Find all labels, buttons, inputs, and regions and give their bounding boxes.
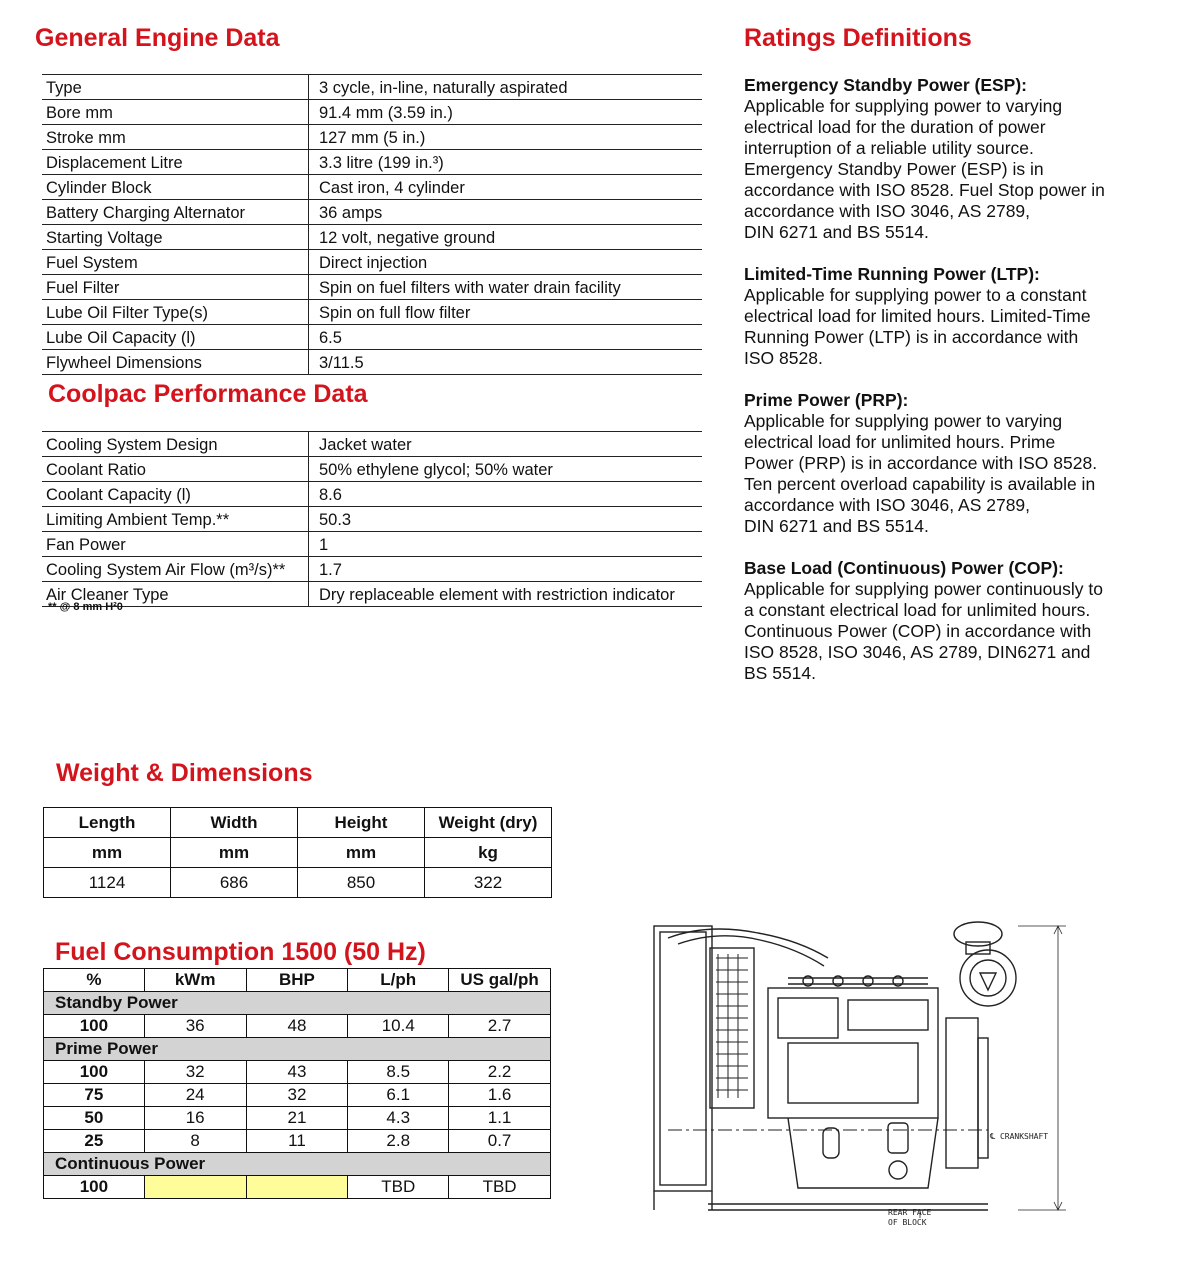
column-header: kWm bbox=[144, 969, 246, 992]
table-cell: 850 bbox=[298, 868, 425, 898]
spec-label: Coolant Ratio bbox=[42, 457, 309, 482]
table-row bbox=[42, 200, 702, 225]
table-cell: 21 bbox=[246, 1107, 348, 1130]
table-cell: Width bbox=[171, 808, 298, 838]
coolant-hose bbox=[668, 929, 828, 958]
table-cell: 32 bbox=[144, 1061, 246, 1084]
ratings-definitions-title: Ratings Definitions bbox=[744, 24, 972, 52]
table-cell: 1.1 bbox=[449, 1107, 551, 1130]
table-row bbox=[42, 300, 702, 325]
spec-value: 8.6 bbox=[309, 482, 703, 507]
spec-label: Coolant Capacity (l) bbox=[42, 482, 309, 507]
fuel-consumption-table bbox=[43, 968, 551, 1199]
spec-label: Cooling System Design bbox=[42, 432, 309, 457]
table-row bbox=[42, 457, 702, 482]
fuel-consumption-title: Fuel Consumption 1500 (50 Hz) bbox=[55, 938, 426, 966]
table-row bbox=[42, 275, 702, 300]
table-row bbox=[44, 1130, 551, 1153]
oil-filter bbox=[823, 1128, 839, 1158]
column-header: L/ph bbox=[348, 969, 449, 992]
spec-value: 12 volt, negative ground bbox=[309, 225, 703, 250]
spec-value: 1 bbox=[309, 532, 703, 557]
spec-value: 91.4 mm (3.59 in.) bbox=[309, 100, 703, 125]
general-engine-data-title: General Engine Data bbox=[35, 24, 280, 52]
table-cell: 1124 bbox=[44, 868, 171, 898]
table-row bbox=[44, 868, 552, 898]
spec-value: 3 cycle, in-line, naturally aspirated bbox=[309, 75, 703, 100]
table-row bbox=[42, 350, 702, 375]
table-cell: mm bbox=[171, 838, 298, 868]
column-header: BHP bbox=[246, 969, 348, 992]
table-cell: 36 bbox=[144, 1015, 246, 1038]
coolpac-performance-table bbox=[42, 431, 702, 607]
table-row bbox=[42, 250, 702, 275]
oil-pan bbox=[788, 1118, 938, 1188]
table-cell: 686 bbox=[171, 868, 298, 898]
spec-label: Type bbox=[42, 75, 309, 100]
fan-guard bbox=[710, 948, 754, 1108]
spec-value: 127 mm (5 in.) bbox=[309, 125, 703, 150]
spec-value: 3.3 litre (199 in.³) bbox=[309, 150, 703, 175]
spec-value: Jacket water bbox=[309, 432, 703, 457]
table-cell: 50 bbox=[44, 1107, 145, 1130]
table-row bbox=[42, 507, 702, 532]
spec-label: Cylinder Block bbox=[42, 175, 309, 200]
section-label: Continuous Power bbox=[44, 1153, 551, 1176]
table-cell bbox=[246, 1176, 348, 1199]
coolpac-footnote: ** @ 8 mm H²0 bbox=[48, 601, 123, 613]
table-row bbox=[42, 325, 702, 350]
table-row bbox=[42, 125, 702, 150]
table-cell: 16 bbox=[144, 1107, 246, 1130]
rating-title: Base Load (Continuous) Power (COP): bbox=[744, 558, 1064, 578]
section-row bbox=[44, 1153, 551, 1176]
rating-text: Applicable for supplying power to varying electrical load for unlimited hours. Prime Power (PRP) is in accordance with ISO 8528. Ten percent overload capability is available in accordance with ISO 3046, AS 2789, DIN 6271 and BS 5514. bbox=[744, 411, 1098, 536]
table-cell: 8 bbox=[144, 1130, 246, 1153]
table-cell: TBD bbox=[449, 1176, 551, 1199]
table-cell: 2.2 bbox=[449, 1061, 551, 1084]
spec-value: Spin on full flow filter bbox=[309, 300, 703, 325]
table-row bbox=[44, 1084, 551, 1107]
spec-value: 1.7 bbox=[309, 557, 703, 582]
rating-definition bbox=[744, 264, 1164, 369]
table-row bbox=[42, 75, 702, 100]
table-cell: 24 bbox=[144, 1084, 246, 1107]
table-row bbox=[44, 1061, 551, 1084]
table-cell: 48 bbox=[246, 1015, 348, 1038]
table-row bbox=[42, 100, 702, 125]
table-cell: 6.1 bbox=[348, 1084, 449, 1107]
spec-value: 6.5 bbox=[309, 325, 703, 350]
ratings-definitions bbox=[744, 75, 1164, 705]
engine-side-view-drawing bbox=[648, 918, 1066, 1230]
spec-value: Spin on fuel filters with water drain facility bbox=[309, 275, 703, 300]
table-row bbox=[42, 432, 702, 457]
table-cell: 322 bbox=[425, 868, 552, 898]
column-header: US gal/ph bbox=[449, 969, 551, 992]
fuel-header-row bbox=[44, 969, 551, 992]
table-row bbox=[42, 557, 702, 582]
weight-dimensions-table bbox=[43, 807, 552, 898]
spec-label: Fuel System bbox=[42, 250, 309, 275]
section-row bbox=[44, 1038, 551, 1061]
spec-label: Lube Oil Filter Type(s) bbox=[42, 300, 309, 325]
spec-label: Starting Voltage bbox=[42, 225, 309, 250]
spec-label: Stroke mm bbox=[42, 125, 309, 150]
coolpac-performance-title: Coolpac Performance Data bbox=[48, 380, 368, 408]
radiator-frame bbox=[654, 926, 712, 1191]
table-cell: 8.5 bbox=[348, 1061, 449, 1084]
table-cell: Length bbox=[44, 808, 171, 838]
alternator bbox=[960, 950, 1016, 1006]
spec-label: Battery Charging Alternator bbox=[42, 200, 309, 225]
table-row bbox=[42, 225, 702, 250]
spec-value: 50% ethylene glycol; 50% water bbox=[309, 457, 703, 482]
rating-title: Limited-Time Running Power (LTP): bbox=[744, 264, 1040, 284]
table-cell: 0.7 bbox=[449, 1130, 551, 1153]
spec-label: Flywheel Dimensions bbox=[42, 350, 309, 375]
table-cell: 1.6 bbox=[449, 1084, 551, 1107]
section-label: Standby Power bbox=[44, 992, 551, 1015]
spec-value: Dry replaceable element with restriction indicator bbox=[309, 582, 703, 607]
table-row bbox=[42, 482, 702, 507]
rear-face-label-line2: OF BLOCK bbox=[888, 1218, 927, 1227]
general-engine-data-table bbox=[42, 74, 702, 375]
spec-label: Lube Oil Capacity (l) bbox=[42, 325, 309, 350]
table-cell: 4.3 bbox=[348, 1107, 449, 1130]
table-cell: 75 bbox=[44, 1084, 145, 1107]
spec-value: 50.3 bbox=[309, 507, 703, 532]
table-cell: 10.4 bbox=[348, 1015, 449, 1038]
table-row bbox=[44, 1015, 551, 1038]
table-cell: Weight (dry) bbox=[425, 808, 552, 838]
column-header: % bbox=[44, 969, 145, 992]
table-cell: 25 bbox=[44, 1130, 145, 1153]
rating-definition bbox=[744, 390, 1164, 537]
table-cell: mm bbox=[298, 838, 425, 868]
rating-text: Applicable for supplying power to varying electrical load for the duration of power interruption of a reliable utility source. Emergency Standby Power (ESP) is in accordance with ISO 8528. Fuel Stop power in accordance with ISO 3046, AS 2789, DIN 6271 and BS 5514. bbox=[744, 96, 1105, 242]
spec-label: Fan Power bbox=[42, 532, 309, 557]
table-cell: mm bbox=[44, 838, 171, 868]
table-cell: Height bbox=[298, 808, 425, 838]
table-cell: 100 bbox=[44, 1015, 145, 1038]
spec-label: Displacement Litre bbox=[42, 150, 309, 175]
table-cell: 11 bbox=[246, 1130, 348, 1153]
table-cell: 100 bbox=[44, 1061, 145, 1084]
table-cell: TBD bbox=[348, 1176, 449, 1199]
table-row bbox=[42, 582, 702, 607]
rating-title: Prime Power (PRP): bbox=[744, 390, 909, 410]
table-cell: 2.7 bbox=[449, 1015, 551, 1038]
table-row bbox=[44, 838, 552, 868]
table-cell bbox=[144, 1176, 246, 1199]
spec-label: Bore mm bbox=[42, 100, 309, 125]
spec-value: 3/11.5 bbox=[309, 350, 703, 375]
table-row bbox=[44, 1107, 551, 1130]
rating-title: Emergency Standby Power (ESP): bbox=[744, 75, 1027, 95]
flywheel-housing bbox=[946, 1018, 978, 1168]
table-cell: 100 bbox=[44, 1176, 145, 1199]
table-cell: kg bbox=[425, 838, 552, 868]
engine-block bbox=[768, 988, 938, 1118]
rating-text: Applicable for supplying power continuously to a constant electrical load for unlimited hours. Continuous Power (COP) in accordance with ISO 8528, ISO 3046, AS 2789, DIN6271 and BS 5514. bbox=[744, 579, 1103, 683]
spec-label: Cooling System Air Flow (m³/s)** bbox=[42, 557, 309, 582]
spec-value: Direct injection bbox=[309, 250, 703, 275]
table-cell: 43 bbox=[246, 1061, 348, 1084]
crankshaft-label: ℄ CRANKSHAFT bbox=[990, 1132, 1049, 1141]
table-row bbox=[42, 532, 702, 557]
spec-value: 36 amps bbox=[309, 200, 703, 225]
table-row bbox=[42, 175, 702, 200]
section-row bbox=[44, 992, 551, 1015]
table-cell: 2.8 bbox=[348, 1130, 449, 1153]
spec-label: Fuel Filter bbox=[42, 275, 309, 300]
table-row bbox=[44, 1176, 551, 1199]
weight-dimensions-title: Weight & Dimensions bbox=[56, 759, 313, 787]
rating-text: Applicable for supplying power to a constant electrical load for limited hours. Limited-Time Running Power (LTP) is in accordance with ISO 8528. bbox=[744, 285, 1091, 368]
spec-label: Air Cleaner Type bbox=[42, 582, 309, 607]
section-label: Prime Power bbox=[44, 1038, 551, 1061]
rating-definition bbox=[744, 75, 1164, 243]
rear-face-label-line1: REAR FACE bbox=[888, 1208, 932, 1217]
table-cell: 32 bbox=[246, 1084, 348, 1107]
rating-definition bbox=[744, 558, 1164, 684]
table-row bbox=[42, 150, 702, 175]
spec-label: Limiting Ambient Temp.** bbox=[42, 507, 309, 532]
table-row bbox=[44, 808, 552, 838]
spec-value: Cast iron, 4 cylinder bbox=[309, 175, 703, 200]
